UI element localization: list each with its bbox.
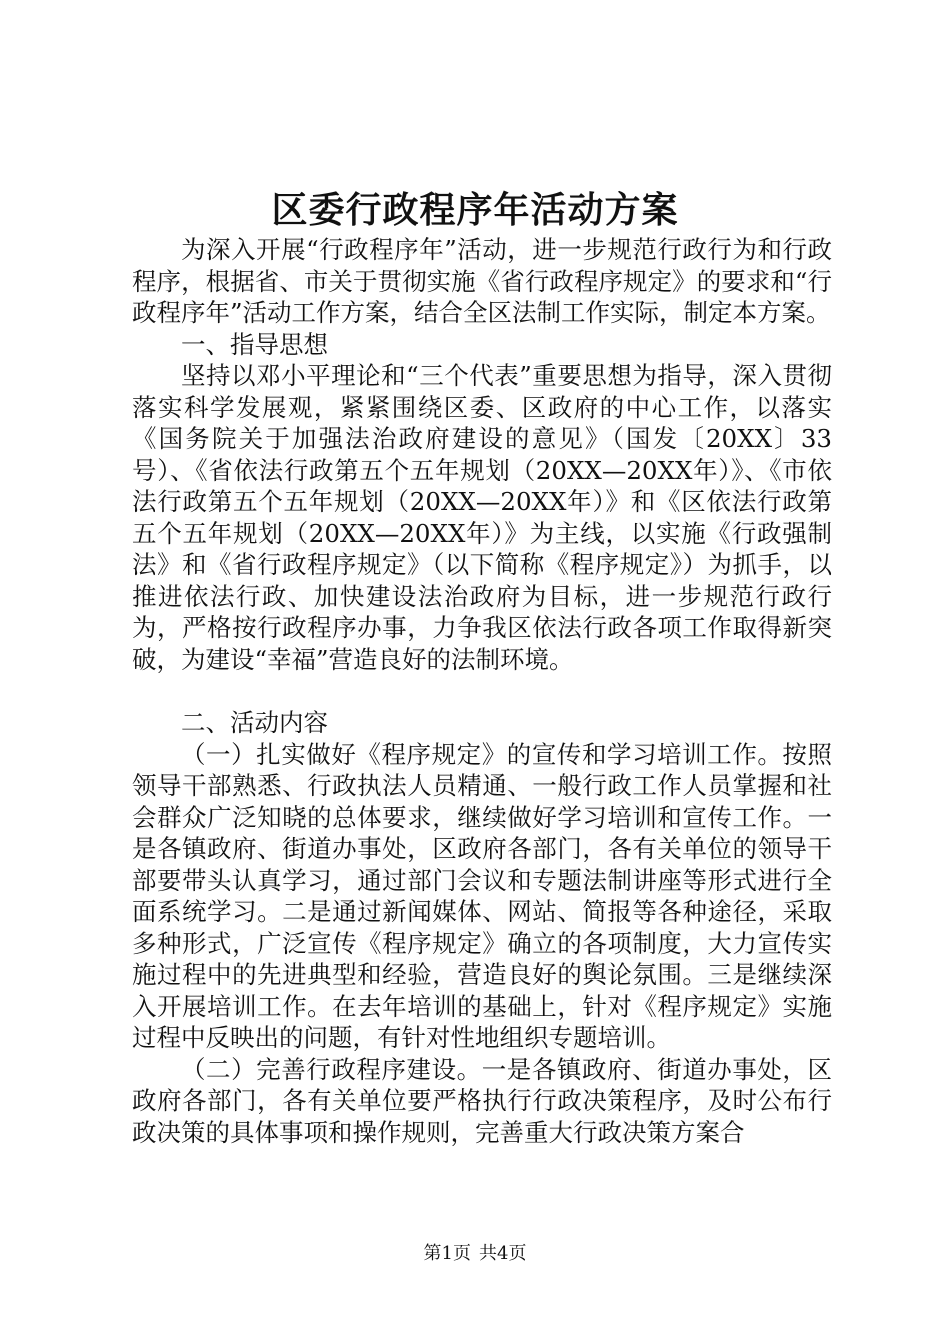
section-heading-activity-content: 二、活动内容 — [181, 708, 328, 737]
section-heading-guiding-thought: 一、指导思想 — [181, 329, 328, 359]
page-footer — [0, 1241, 950, 1267]
intro-paragraph: 为深入开展“行政程序年”活动，进一步规范行政行为和行政程序，根据省、市关于贯彻实施《省行政程序规定》的要求和“行政程序年”活动工作方案，结合全区法制工作实际，制定本方案。 — [132, 235, 832, 327]
page-number-current: 第1页 — [423, 1243, 471, 1264]
page-number-total: 共4页 — [479, 1243, 527, 1264]
document-body — [132, 234, 832, 1148]
activity-item-2-paragraph: （二）完善行政程序建设。一是各镇政府、街道办事处，区政府各部门，各有关单位要严格执行行政决策程序，及时公布行政决策的具体事项和操作规则，完善重大行政决策方案合 — [132, 1054, 832, 1147]
document-title: 区委行政程序年活动方案 — [271, 189, 679, 231]
paragraph-spacer — [132, 675, 832, 707]
activity-item-1-paragraph: （一）扎实做好《程序规定》的宣传和学习培训工作。按照领导干部熟悉、行政执法人员精通、一般行政工作人员掌握和社会群众广泛知晓的总体要求，继续做好学习培训和宣传工作。一是各镇政府、街道办事处，区政府各部门，各有关单位的领导干部要带头认真学习，通过部门会议和专题法制讲座等形式进行全面系统学习。二是通过新闻媒体、网站、简报等各种途径，采取多种形式，广泛宣传《程序规定》确立的各项制度，大力宣传实施过程中的先进典型和经验，营造良好的舆论氛围。三是继续深入开展培训工作。在去年培训的基础上，针对《程序规定》实施过程中反映出的问题，有针对性地组织专题培训。 — [132, 739, 832, 1052]
guiding-thought-paragraph: 坚持以邓小平理论和“三个代表”重要思想为指导，深入贯彻落实科学发展观，紧紧围绕区委、区政府的中心工作，以落实《国务院关于加强法治政府建设的意见》（国发〔20XX〕33号）、《省依法行政第五个五年规划（20XX—20XX年）》、《市依法行政第五个五年规划（20XX—20XX年）》和《区依法行政第五个五年规划（20XX—20XX年）》为主线，以实施《行政强制法》和《省行政程序规定》（以下简称《程序规定》）为抓手，以推进依法行政、加快建设法治政府为目标，进一步规范行政行为，严格按行政程序办事，力争我区依法行政各项工作取得新突破，为建设“幸福”营造良好的法制环境。 — [132, 361, 832, 674]
